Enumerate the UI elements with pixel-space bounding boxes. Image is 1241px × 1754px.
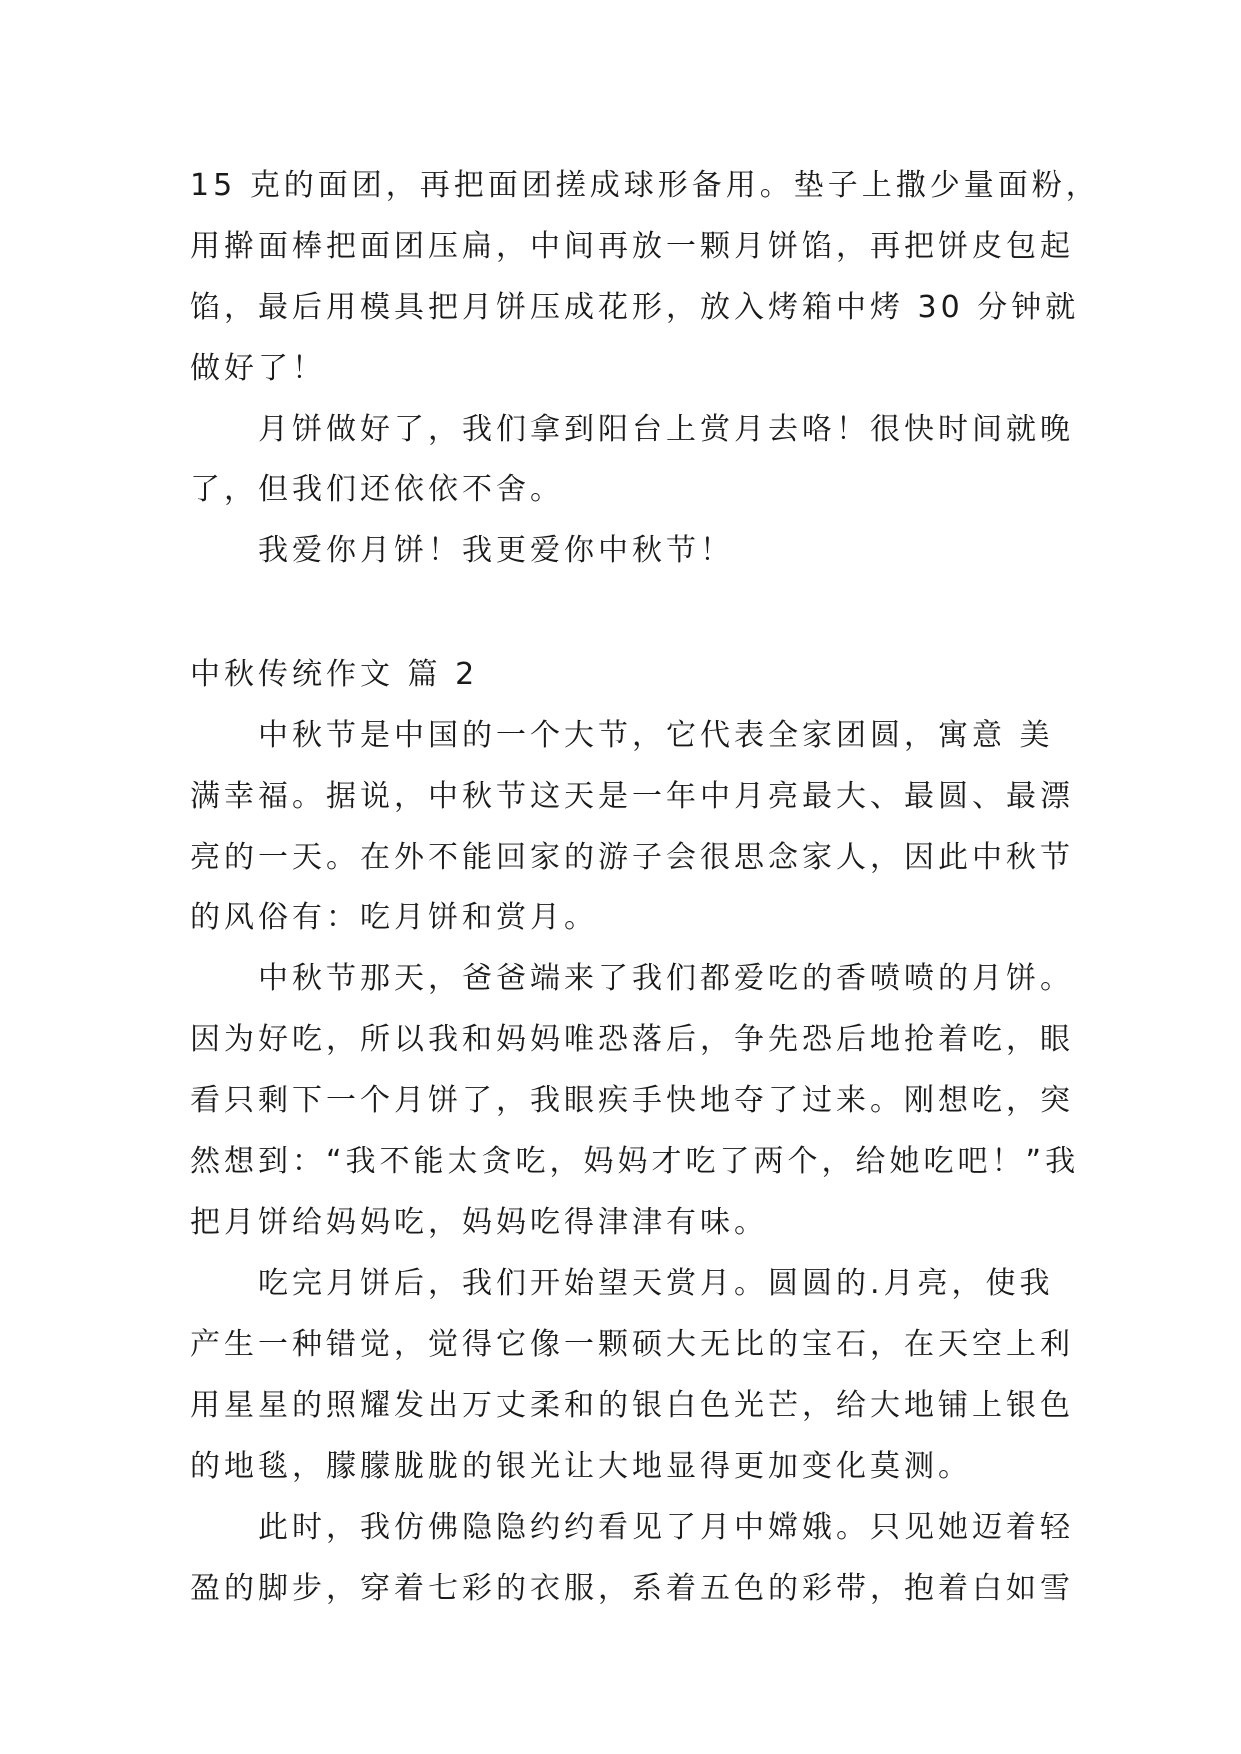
text-line: 满幸福。据说，中秋节这天是一年中月亮最大、最圆、最漂	[190, 779, 1074, 814]
text-line: 用星星的照耀发出万丈柔和的银白色光芒，给大地铺上银色	[190, 1388, 1074, 1423]
text-line: 把月饼给妈妈吃，妈妈吃得津津有味。	[190, 1205, 768, 1240]
text-line: 因为好吃，所以我和妈妈唯恐落后，争先恐后地抢着吃，眼	[190, 1022, 1074, 1057]
paragraph-first-line: 月饼做好了，我们拿到阳台上赏月去咯！很快时间就晚	[258, 412, 1074, 447]
paragraph-first-line: 吃完月饼后，我们开始望天赏月。圆圆的.月亮，使我	[258, 1266, 1054, 1301]
paragraph-first-line: 中秋节那天，爸爸端来了我们都爱吃的香喷喷的月饼。	[258, 961, 1074, 996]
text-line: 然想到：“我不能太贪吃，妈妈才吃了两个，给她吃吧！”我	[190, 1144, 1080, 1179]
paragraph-first-line: 中秋节是中国的一个大节，它代表全家团圆，寓意 美	[258, 718, 1054, 753]
paragraph-first-line: 此时，我仿佛隐隐约约看见了月中嫦娥。只见她迈着轻	[258, 1510, 1074, 1545]
text-line: 的地毯，朦朦胧胧的银光让大地显得更加变化莫测。	[190, 1449, 972, 1484]
section-heading: 中秋传统作文 篇 2	[190, 657, 479, 692]
text-line: 用擀面棒把面团压扁，中间再放一颗月饼馅，再把饼皮包起	[190, 229, 1074, 264]
paragraph-first-line: 我爱你月饼！我更爱你中秋节！	[258, 533, 734, 568]
text-line: 做好了！	[190, 351, 326, 386]
text-line: 亮的一天。在外不能回家的游子会很思念家人，因此中秋节	[190, 840, 1074, 875]
text-line: 馅，最后用模具把月饼压成花形，放入烤箱中烤 30 分钟就	[190, 290, 1080, 325]
text-line: 看只剩下一个月饼了，我眼疾手快地夺了过来。刚想吃，突	[190, 1083, 1074, 1118]
text-line: 15 克的面团，再把面团搓成球形备用。垫子上撒少量面粉，	[190, 168, 1100, 203]
text-line: 产生一种错觉，觉得它像一颗硕大无比的宝石，在天空上利	[190, 1327, 1074, 1362]
text-line: 盈的脚步，穿着七彩的衣服，系着五色的彩带，抱着白如雪	[190, 1571, 1074, 1606]
text-line: 了，但我们还依依不舍。	[190, 472, 564, 507]
text-line: 的风俗有：吃月饼和赏月。	[190, 900, 598, 935]
